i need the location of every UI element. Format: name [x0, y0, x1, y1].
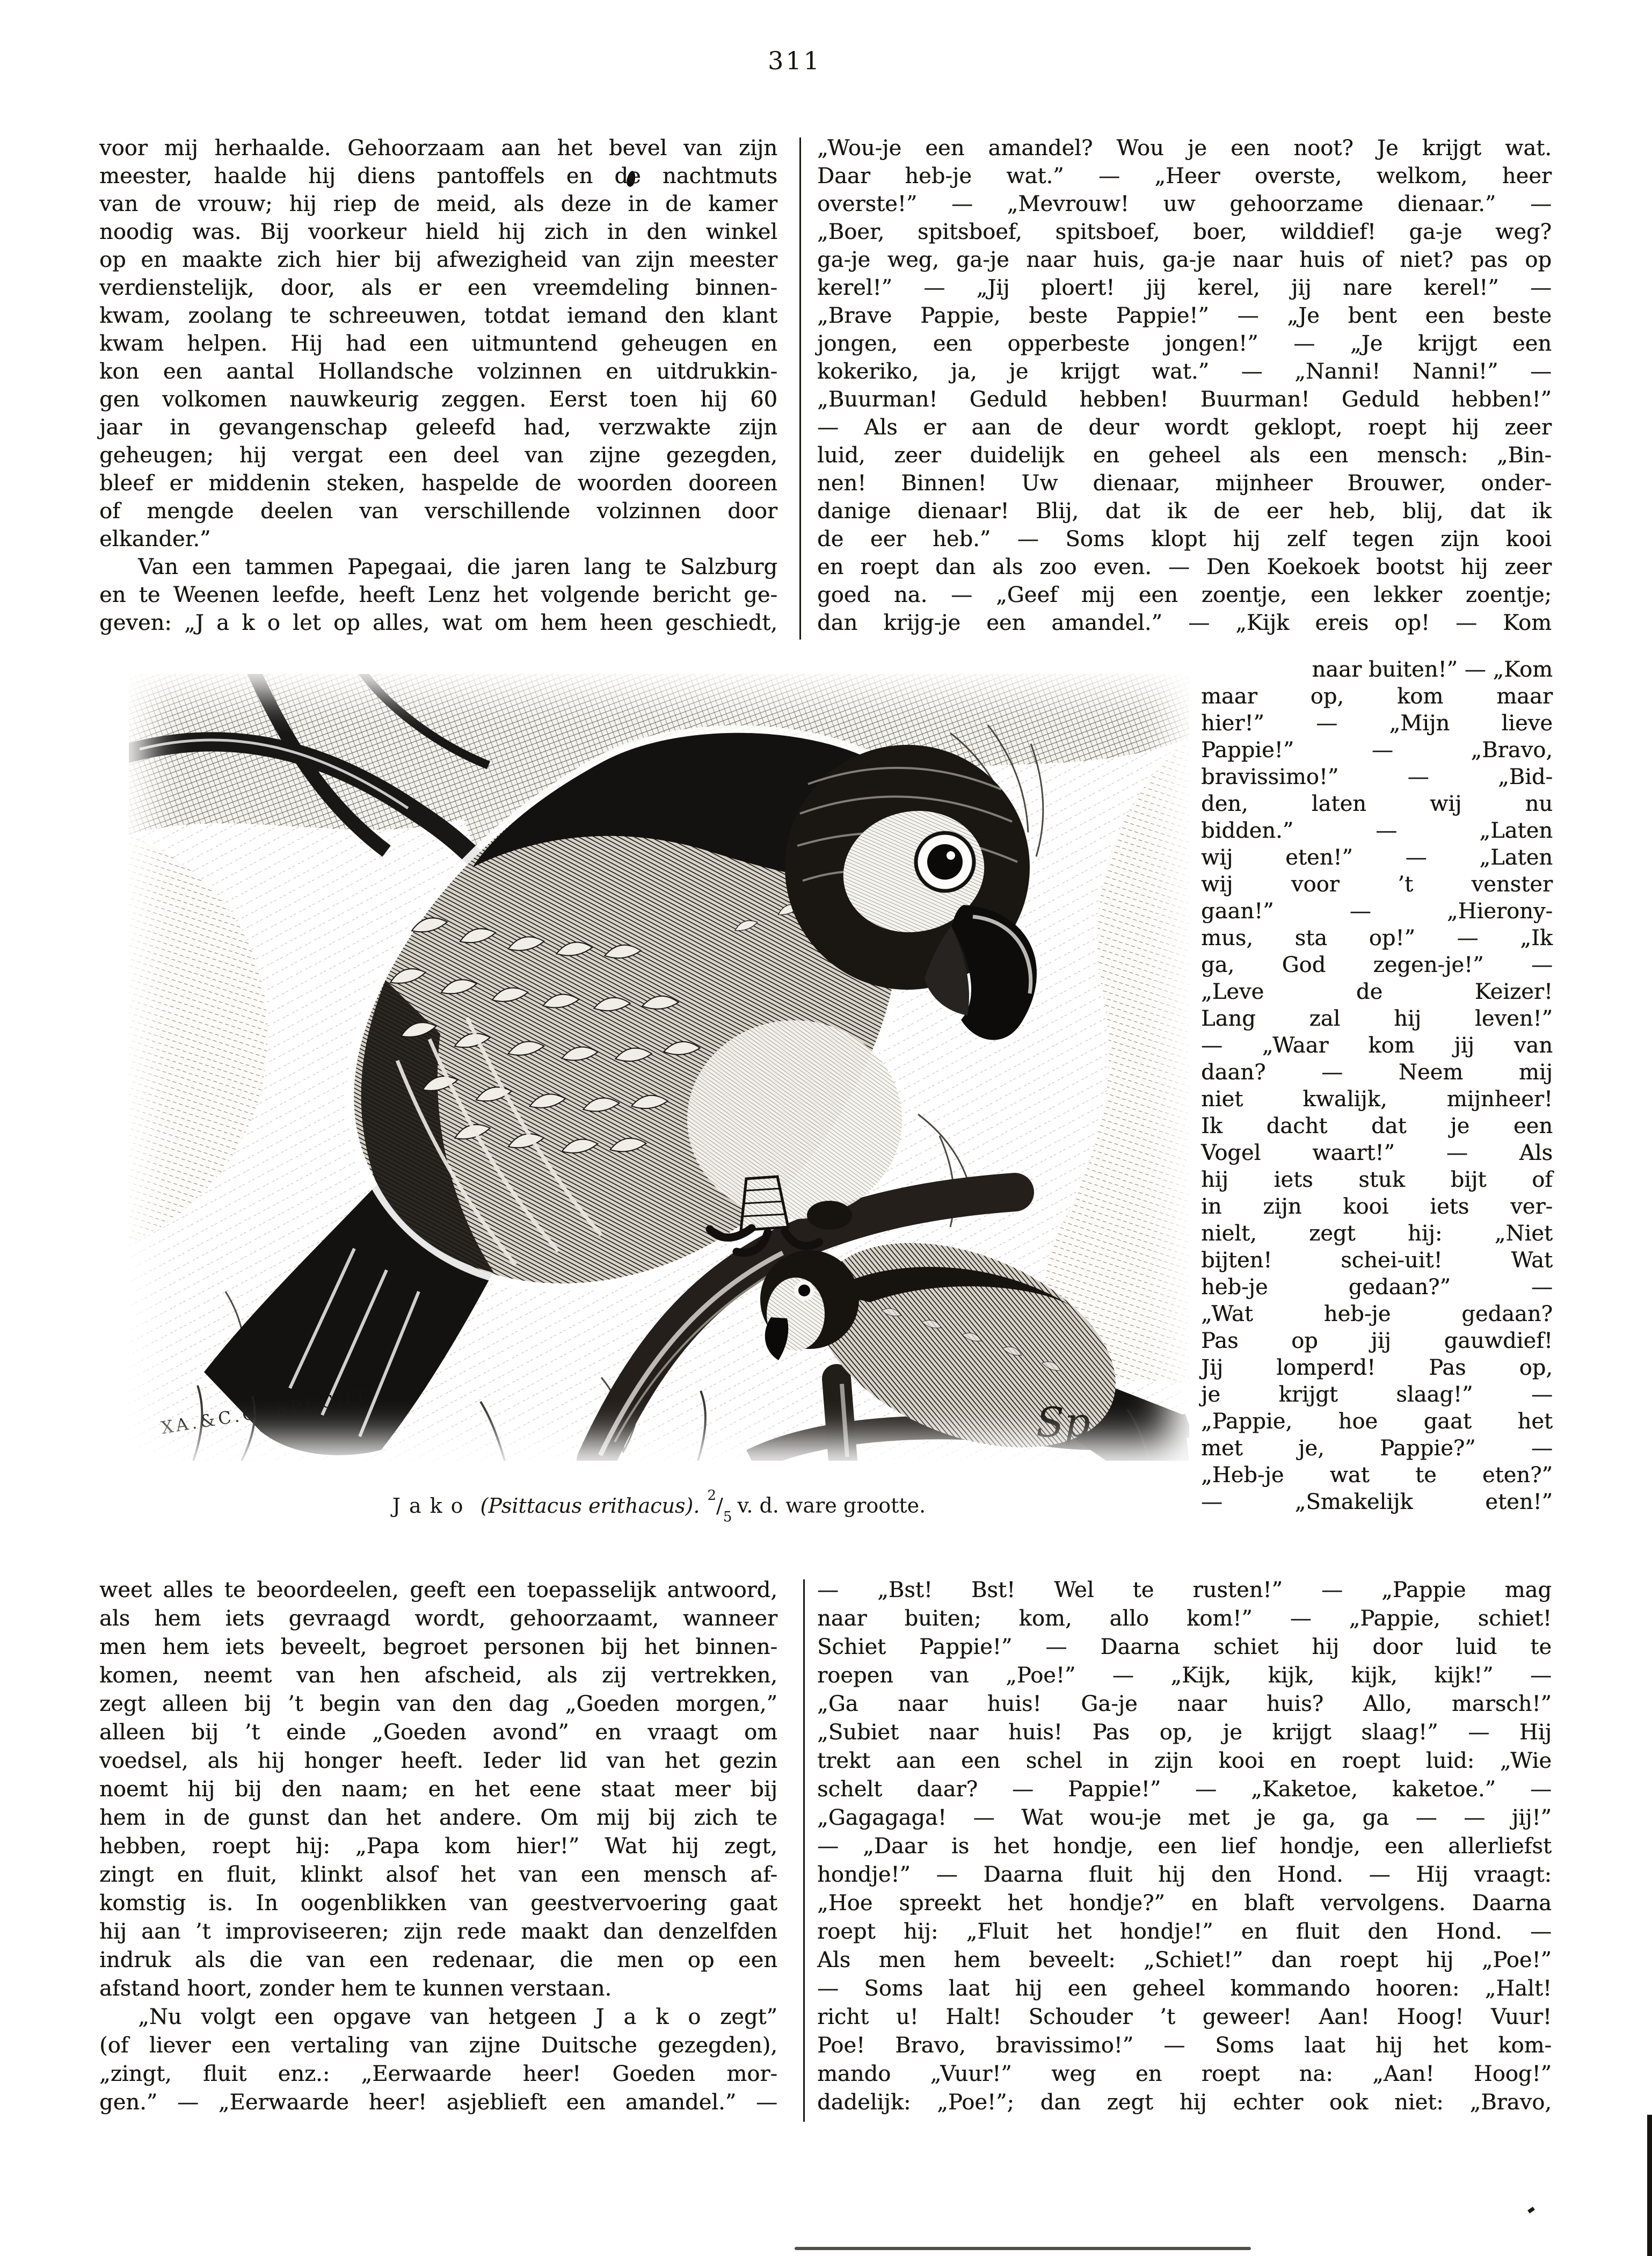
text-line: overste!” — „Mevrouw! uw gehoorzame dienaar.” —: [817, 192, 1552, 216]
text-line: dadelijk: „Poe!”; dan zegt hij echter ook niet: „Bravo,: [817, 2090, 1552, 2115]
text-line: nielt, zegt hij: „Niet: [1201, 1221, 1553, 1246]
column-narrow-right: [1201, 656, 1553, 1515]
column-divider-top: [799, 137, 801, 640]
page-number: 311: [768, 46, 821, 75]
text-line: gaan!” — „Hierony-: [1201, 899, 1553, 924]
text-line: ga, God zegen-je!” —: [1201, 953, 1553, 977]
text-line: jaar in gevangenschap geleefd had, verzwakte zijn: [99, 415, 777, 440]
text-line: en te Weenen leefde, heeft Lenz het volgende bericht ge-: [99, 583, 777, 607]
second-parrot-eye: [798, 1285, 810, 1296]
text-line: geheugen; hij vergat een deel van zijne gezegden,: [99, 443, 777, 468]
text-line: „Wat heb-je gedaan?: [1201, 1302, 1553, 1326]
text-line: men hem iets beveelt, begroet personen bij het binnen-: [99, 1635, 777, 1659]
scan-bottom-artifact: [795, 2247, 1251, 2250]
text-line: of mengde deelen van verschillende volzinnen door: [99, 499, 777, 524]
text-line: „Heb-je wat te eten?”: [1201, 1463, 1553, 1488]
text-line: heb-je gedaan?” —: [1201, 1275, 1553, 1300]
text-line: mus, sta op!” — „Ik: [1201, 926, 1553, 951]
text-line: goed na. — „Geef mij een zoentje, een lekker zoentje;: [817, 583, 1552, 607]
text-line: „Nu volgt een opgave van hetgeen J a k o zegt”: [138, 2005, 777, 2029]
parrot-eye: [927, 844, 963, 880]
text-line: „Wou-je een amandel? Wou je een noot? Je krijgt wat.: [817, 136, 1552, 161]
engraver-monogram: Sp: [1036, 1398, 1090, 1446]
text-line: in zijn kooi iets ver-: [1201, 1194, 1553, 1219]
text-line: voedsel, als hij honger heeft. Ieder lid van het gezin: [99, 1749, 777, 1773]
text-line: roept hij: „Fluit het hondje!” en fluit den Hond. —: [817, 1919, 1552, 1944]
text-line: alleen bij ’t einde „Goeden avond” en vraagt om: [99, 1720, 777, 1745]
text-line: hebben, roept hij: „Papa kom hier!” Wat hij zegt,: [99, 1834, 777, 1859]
text-line: Schiet Pappie!” — Daarna schiet hij door luid te: [817, 1635, 1552, 1659]
text-line: ga-je weg, ga-je naar huis, ga-je naar huis of niet? pas op: [817, 248, 1552, 272]
text-line: (of liever een vertaling van zijne Duitsche gezegden),: [99, 2033, 777, 2058]
text-line: geven: „J a k o let op alles, wat om hem heen geschiedt,: [99, 611, 777, 635]
text-line: komstig is. In oogenblikken van geestvervoering gaat: [99, 1891, 777, 1916]
figure-caption: [129, 1488, 1189, 1526]
text-line: den, laten wij nu: [1201, 792, 1553, 816]
figure-caption-name: Jako: [392, 1493, 472, 1518]
text-line: bleef er middenin steken, haspelde de woorden dooreen: [99, 471, 777, 496]
text-line: danige dienaar! Blij, dat ik de eer heb, blij, dat ik: [817, 499, 1552, 524]
text-line: — „Bst! Bst! Wel te rusten!” — „Pappie mag: [817, 1578, 1552, 1602]
text-line: hij iets stuk bijt of: [1201, 1167, 1553, 1192]
text-line: naar buiten; kom, allo kom!” — „Pappie, schiet!: [817, 1606, 1552, 1631]
text-line: niet kwalijk, mijnheer!: [1201, 1087, 1553, 1112]
parrot-engraving-figure: [129, 674, 1189, 1461]
text-line: zegt alleen bij ’t begin van den dag „Goeden morgen,”: [99, 1692, 777, 1716]
text-line: Vogel waart!” — Als: [1201, 1141, 1553, 1165]
text-line: hem in de gunst dan het andere. Om mij bij zich te: [99, 1805, 777, 1830]
text-line: kokeriko, ja, je krijgt wat.” — „Nanni! Nanni!” —: [817, 359, 1552, 384]
text-line: — „Daar is het hondje, een lief hondje, een allerliefst: [817, 1834, 1552, 1859]
text-line: als hem iets gevraagd wordt, gehoorzaamt, wanneer: [99, 1606, 777, 1631]
text-line: jongen, een opperbeste jongen!” — „Je krijgt een: [817, 331, 1552, 356]
text-line: — „Waar kom jij van: [1201, 1033, 1553, 1058]
text-line: „Boer, spitsboef, spitsboef, boer, wilddief! ga-je weg?: [817, 220, 1552, 244]
figure-caption-fraction: $^2/_5$: [707, 1488, 732, 1526]
text-line: kerel!” — „Jij ploert! jij kerel, jij nare kerel!” —: [817, 275, 1552, 300]
text-line: kwam helpen. Hij had een uitmuntend geheugen en: [99, 331, 777, 356]
text-line: Als men hem beveelt: „Schiet!” dan roept hij „Poe!”: [817, 1948, 1552, 1972]
text-line: noemt hij bij den naam; en het eene staat meer bij: [99, 1777, 777, 1802]
text-line: verdienstelijk, door, als er een vreemdeling binnen-: [99, 275, 777, 300]
text-line: hier!” — „Mijn lieve: [1201, 711, 1553, 736]
text-line: Poe! Bravo, bravissimo!” — Soms laat hij het kom-: [817, 2033, 1552, 2058]
text-line: zingt en fluit, klinkt alsof het van een mensch af-: [99, 1862, 777, 1887]
text-line: afstand hoort, zonder hem te kunnen verstaan.: [99, 1976, 612, 2001]
text-line: naar buiten!” — „Kom: [1312, 657, 1553, 682]
scan-edge-artifact: [1647, 2115, 1652, 2256]
text-line: met je, Pappie?” —: [1201, 1436, 1553, 1461]
text-line: indruk als die van een redenaar, die men op een: [99, 1948, 777, 1972]
text-line: bijten! schei-uit! Wat: [1201, 1248, 1553, 1273]
text-line: nen! Binnen! Uw dienaar, mijnheer Brouwer, onder-: [817, 471, 1552, 496]
text-line: — Soms laat hij een geheel kommando hooren: „Halt!: [817, 1976, 1552, 2001]
column-bottom-right: [817, 1576, 1552, 2117]
text-line: weet alles te beoordeelen, geeft een toepasselijk antwoord,: [99, 1578, 777, 1602]
text-line: Jij lomperd! Pas op,: [1201, 1355, 1553, 1380]
text-line: bravissimo!” — „Bid-: [1201, 765, 1553, 789]
text-line: voor mij herhaalde. Gehoorzaam aan het bevel van zijn: [99, 136, 777, 161]
text-line: wij eten!” — „Laten: [1201, 845, 1553, 870]
text-line: dan krijg-je een amandel.” — „Kijk ereis op! — Kom: [817, 611, 1552, 635]
text-line: richt u! Halt! Schouder ’t geweer! Aan! Hoog! Vuur!: [817, 2005, 1552, 2029]
text-line: schelt daar? — Pappie!” — „Kaketoe, kaketoe.” —: [817, 1777, 1552, 1802]
text-line: kon een aantal Hollandsche volzinnen en uitdrukkin-: [99, 359, 777, 384]
text-line: Pappie!” — „Bravo,: [1201, 738, 1553, 763]
engraving-canvas: [129, 674, 1189, 1461]
text-line: noodig was. Bij voorkeur hield hij zich in den winkel: [99, 220, 777, 244]
text-line: luid, zeer duidelijk en geheel als een mensch: „Bin-: [817, 443, 1552, 468]
text-line: elkander.”: [99, 527, 211, 552]
text-line: daan? — Neem mij: [1201, 1060, 1553, 1085]
text-line: roepen van „Poe!” — „Kijk, kijk, kijk, kijk!” —: [817, 1663, 1552, 1688]
ink-speck-artifact: [1527, 2207, 1535, 2214]
text-line: „Hoe spreekt het hondje?” en blaft vervolgens. Daarna: [817, 1891, 1552, 1916]
text-line: meester, haalde hij diens pantoffels en de nachtmuts: [99, 164, 777, 188]
text-line: trekt aan een schel in zijn kooi en roept luid: „Wie: [817, 1749, 1552, 1773]
text-line: komen, neemt van hen afscheid, als zij vertrekken,: [99, 1663, 777, 1688]
figure-caption-species: (Psittacus erithacus).: [480, 1493, 700, 1518]
text-line: „Leve de Keizer!: [1201, 980, 1553, 1004]
text-line: op en maakte zich hier bij afwezigheid van zijn meester: [99, 248, 777, 272]
artist-signature: XA.&C.G. SPECHT: [159, 1385, 371, 1438]
text-line: Daar heb-je wat.” — „Heer overste, welkom, heer: [817, 164, 1552, 188]
text-line: Lang zal hij leven!”: [1201, 1006, 1553, 1031]
text-line: „Subiet naar huis! Pas op, je krijgt slaag!” — Hij: [817, 1720, 1552, 1745]
text-line: de eer heb.” — Soms klopt hij zelf tegen zijn kooi: [817, 527, 1552, 552]
parrot-breast: [687, 1020, 902, 1219]
column-bottom-left: [99, 1576, 777, 2117]
column-top-left: [99, 134, 777, 637]
text-line: „Pappie, hoe gaat het: [1201, 1409, 1553, 1434]
text-line: hij aan ’t improviseeren; zijn rede maakt dan denzelfden: [99, 1919, 777, 1944]
text-line: „zingt, fluit enz.: „Eerwaarde heer! Goeden mor-: [99, 2062, 777, 2086]
text-line: „Ga naar huis! Ga-je naar huis? Allo, marsch!”: [817, 1692, 1552, 1716]
text-line: Van een tammen Papegaai, die jaren lang te Salzburg: [138, 555, 777, 579]
text-line: gen.” — „Eerwaarde heer! asjeblieft een amandel.” —: [99, 2090, 777, 2115]
text-line: „Gagagaga! — Wat wou-je met je ga, ga — — jij!”: [817, 1805, 1552, 1830]
fraction-numerator: 2: [707, 1488, 717, 1504]
text-line: „Brave Pappie, beste Pappie!” — „Je bent een beste: [817, 303, 1552, 328]
text-line: Pas op jij gauwdief!: [1201, 1329, 1553, 1353]
text-line: — „Smakelijk eten!”: [1201, 1490, 1553, 1514]
text-line: je krijgt slaag!” —: [1201, 1382, 1553, 1407]
column-divider-bottom: [803, 1579, 805, 2122]
text-line: bidden.” — „Laten: [1201, 818, 1553, 843]
text-line: hondje!” — Daarna fluit hij den Hond. — Hij vraagt:: [817, 1862, 1552, 1887]
text-line: van de vrouw; hij riep de meid, als deze in de kamer: [99, 192, 777, 216]
column-top-right: [817, 134, 1552, 637]
text-line: en roept dan als zoo even. — Den Koekoek bootst hij zeer: [817, 555, 1552, 579]
text-line: maar op, kom maar: [1201, 684, 1553, 709]
text-line: mando „Vuur!” weg en roept na: „Aan! Hoog!”: [817, 2062, 1552, 2086]
text-line: — Als er aan de deur wordt geklopt, roept hij zeer: [817, 415, 1552, 440]
text-line: Ik dacht dat je een: [1201, 1114, 1553, 1138]
text-line: kwam, zoolang te schreeuwen, totdat iemand den klant: [99, 303, 777, 328]
text-line: gen volkomen nauwkeurig zeggen. Eerst toen hij 60: [99, 387, 777, 412]
text-line: wij voor ’t venster: [1201, 872, 1553, 897]
text-line: „Buurman! Geduld hebben! Buurman! Geduld hebben!”: [817, 387, 1552, 412]
figure-caption-suffix: v. d. ware grootte.: [737, 1493, 926, 1518]
fraction-denominator: 5: [723, 1509, 732, 1526]
